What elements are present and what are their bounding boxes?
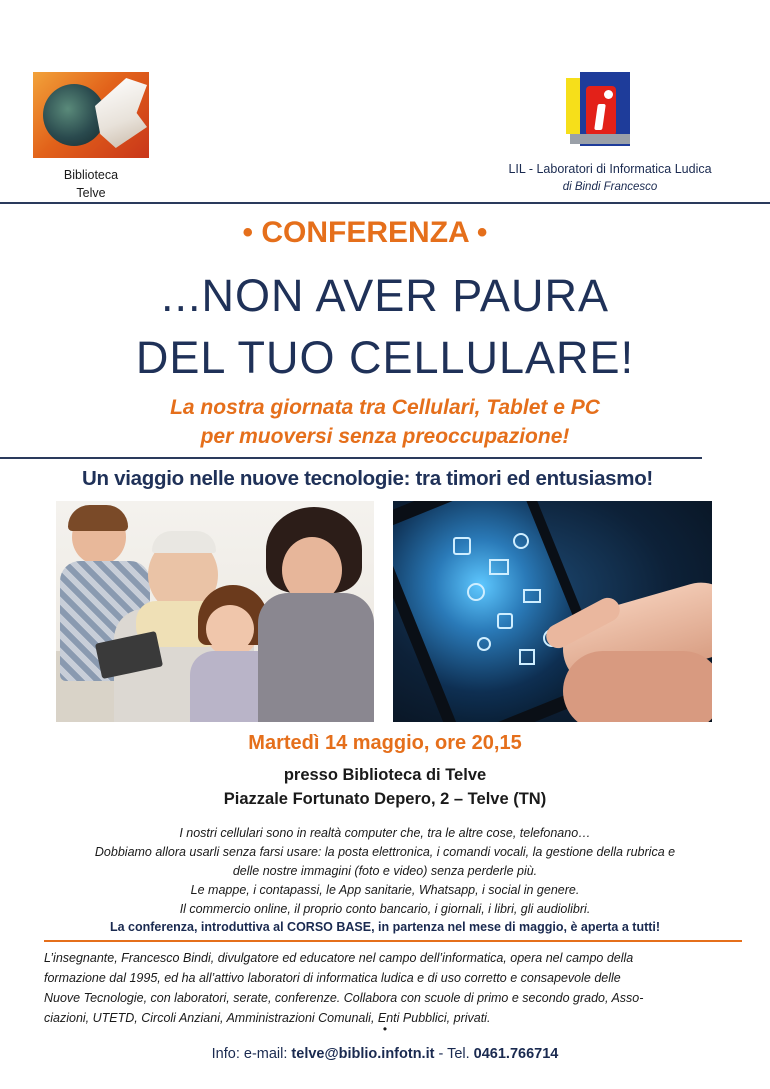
phone-number[interactable]: 0461.766714 <box>473 1046 559 1062</box>
bio-line: formazione dal 1995, ed ha all’attivo laboratori di informatica ludica e di uso corretto e consapevole delle <box>44 971 621 985</box>
body-line: Dobbiamo allora usarli senza farsi usare: la posta elettronica, i comandi vocali, la gestione della rubrica e <box>94 845 676 859</box>
contact-info <box>0 1046 770 1062</box>
event-title-line2: DEL TUO CELLULARE! <box>135 332 635 383</box>
library-label-line1: Biblioteca <box>63 168 119 182</box>
header-divider <box>0 202 770 204</box>
technology-photo <box>393 501 712 722</box>
tagline: Un viaggio nelle nuove tecnologie: tra timori ed entusiasmo! <box>82 467 653 490</box>
lil-logo <box>566 72 636 154</box>
body-line: Le mappe, i contapassi, le App sanitarie, Whatsapp, i social in genere. <box>190 883 580 897</box>
library-label-line2: Telve <box>76 186 106 200</box>
email-link[interactable]: telve@biblio.infotn.it <box>291 1046 435 1062</box>
venue-line1: presso Biblioteca di Telve <box>283 766 487 784</box>
body-line: delle nostre immagini (foto e video) senza perderle più. <box>232 864 538 878</box>
family-photo <box>56 501 374 722</box>
bio-line: Nuove Tecnologie, con laboratori, serate, conferenze. Collabora con scuole di primo e secondo grado, Asso- <box>44 991 644 1005</box>
lil-title: LIL - Laboratori di Informatica Ludica <box>508 162 712 176</box>
event-date: Martedì 14 maggio, ore 20,15 <box>248 732 522 754</box>
event-title-line1: ...NON AVER PAURA <box>161 270 609 321</box>
library-label <box>33 166 149 202</box>
open-to-all-note: La conferenza, introduttiva al CORSO BASE, in partenza nel mese di maggio, è aperta a tutti! <box>109 920 661 934</box>
info-prefix: Info: e-mail: <box>211 1046 292 1062</box>
lil-subtitle: di Bindi Francesco <box>562 181 658 193</box>
body-line: Il commercio online, il proprio conto bancario, i giornali, i libri, gli audiolibri. <box>179 902 591 916</box>
event-subtitle-line1: La nostra giornata tra Cellulari, Tablet e PC <box>170 396 600 419</box>
title-divider <box>0 457 702 459</box>
conference-kicker: • CONFERENZA • <box>242 216 488 249</box>
phone-separator: - Tel. <box>434 1046 474 1062</box>
bio-divider <box>44 940 742 942</box>
venue-line2: Piazzale Fortunato Depero, 2 – Telve (TN) <box>223 790 547 808</box>
body-line: I nostri cellulari sono in realtà computer che, tra le altre cose, telefonano… <box>179 826 591 840</box>
bio-line: ciazioni, UTETD, Circoli Anziani, Amministrazioni Comunali, Enti Pubblici, privati. <box>44 1011 491 1025</box>
biblioteca-logo <box>33 72 149 158</box>
footer-bullet: • <box>382 1022 388 1036</box>
event-subtitle-line2: per muoversi senza preoccupazione! <box>200 425 570 448</box>
bio-line: L’insegnante, Francesco Bindi, divulgatore ed educatore nel campo dell’informatica, opera nel campo della <box>44 951 634 965</box>
